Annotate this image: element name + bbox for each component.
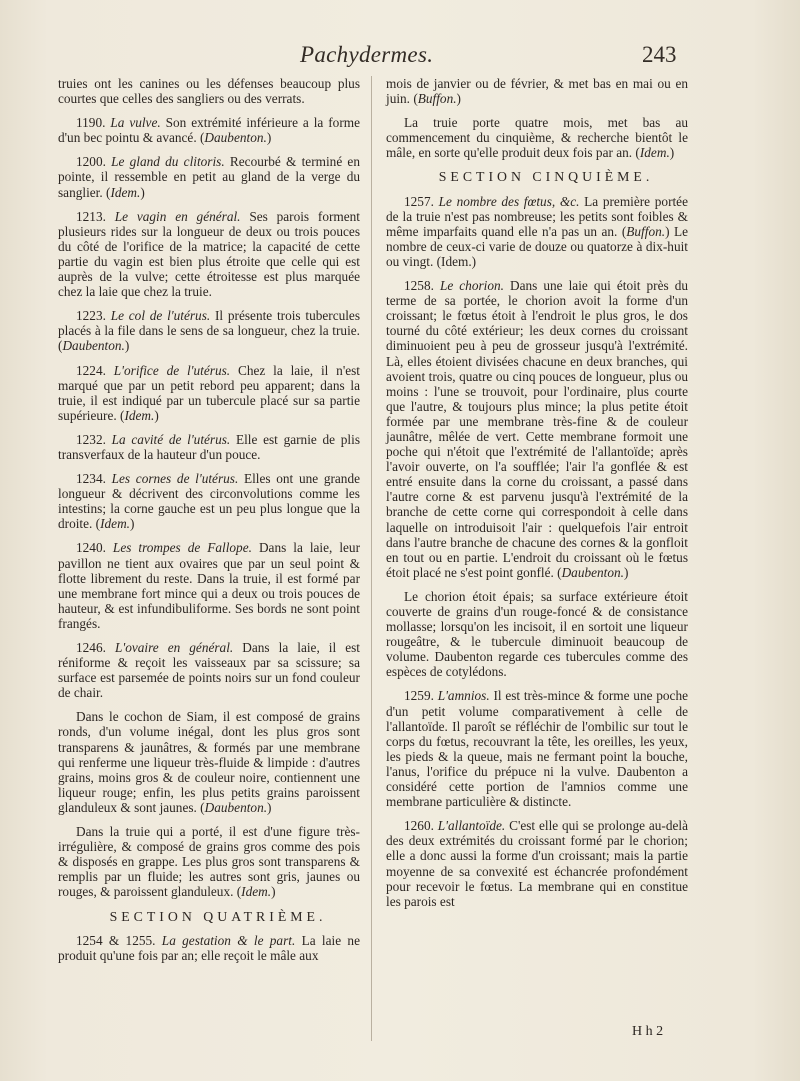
- entry-number: 1260.: [404, 818, 434, 834]
- entry-number: 1200.: [76, 154, 106, 170]
- text-paragraph: [58, 709, 360, 815]
- citation: Idem.: [241, 884, 272, 900]
- entry-paragraph: [58, 640, 360, 700]
- citation-close: ): [267, 799, 272, 815]
- entry-title: La cavité de l'utérus.: [111, 431, 231, 447]
- citation: Idem.: [124, 407, 155, 423]
- entry-text: Chez la laie, il n'est marqué que par un petit rebord peu apparent; dans la truie, il est indiqué par un tubercule placé sur sa partie supérieure. (: [58, 362, 360, 423]
- citation-close: ): [140, 184, 145, 200]
- entry-paragraph: [58, 308, 360, 353]
- entry-title: L'amnios.: [437, 688, 490, 704]
- text-paragraph: [58, 76, 360, 106]
- section-heading: SECTION CINQUIÈME.: [438, 169, 654, 185]
- citation: Daubenton.: [204, 130, 267, 146]
- citation-close: ): [124, 338, 130, 354]
- entry-text: Dans la laie, il est réniforme & reçoit les vaisseaux par sa scissure; sa surface est parsemée de points noirs sur un fond couleur de chair.: [58, 640, 360, 701]
- citation: Idem.: [100, 516, 130, 532]
- entry-text: Dans le cochon de Siam, il est composé de grains ronds, d'un volume inégal, dont les plus gros sont transparens & jaunâtres, & formés par une membrane qui renferme une liqueur très-fluide & limpide : d'autres grains, moins gros & de couleur noire, contiennent une liqueur rouge; enfin, les plus petits grains paroissent glanduleux & sont jaunes. (: [58, 709, 360, 815]
- column-divider: [371, 76, 372, 1041]
- page-number: 243: [642, 42, 677, 67]
- text-paragraph: [58, 824, 360, 899]
- entry-title: La gestation & le part.: [161, 932, 296, 948]
- entry-title: L'allantoïde.: [437, 818, 506, 834]
- left-column: [58, 76, 360, 972]
- citation-close: ): [624, 564, 629, 580]
- entry-paragraph: [386, 278, 688, 580]
- citation: Idem.: [639, 145, 670, 161]
- entry-paragraph: [386, 688, 688, 809]
- text-paragraph: [386, 115, 688, 160]
- entry-paragraph: [58, 154, 360, 199]
- entry-paragraph: [58, 115, 360, 145]
- entry-paragraph: [58, 471, 360, 531]
- entry-number: 1254 & 1255.: [76, 932, 156, 948]
- entry-number: 1190.: [76, 115, 106, 131]
- citation-close: ): [271, 884, 276, 900]
- entry-number: 1240.: [76, 540, 106, 556]
- citation-close: ): [456, 91, 461, 107]
- entry-text: Elle est garnie de plis transverfaux de la hauteur d'un pouce.: [58, 431, 360, 462]
- entry-text: Il présente trois tubercules placés à la file dans le sens de sa longueur, chez la truie. (: [58, 308, 361, 354]
- entry-title: Le vagin en général.: [114, 208, 241, 224]
- entry-paragraph: [386, 194, 688, 269]
- entry-text: La truie porte quatre mois, met bas au commencement du cinquième, & recherche bientôt le mâle, en sorte qu'elle produit deux fois par an. (: [386, 115, 688, 161]
- entry-number: 1234.: [76, 471, 106, 487]
- entry-title: La vulve.: [110, 115, 161, 131]
- entry-text: La laie ne produit qu'une fois par an; elle reçoit le mâle aux: [58, 932, 360, 963]
- entry-text: La première portée de la truie n'est pas nombreuse; les petits sont foibles & même imparfaits quand elle n'a pas un an. (: [386, 193, 688, 239]
- entry-paragraph: [58, 363, 360, 423]
- entry-paragraph: [58, 432, 360, 462]
- citation: Buffon.: [417, 91, 457, 107]
- entry-number: 1223.: [76, 308, 106, 324]
- entry-number: 1257.: [404, 193, 434, 209]
- citation-close: ): [266, 130, 272, 146]
- entry-paragraph: [386, 818, 688, 909]
- signature-mark: H h 2: [632, 1024, 664, 1039]
- entry-number: 1213.: [76, 208, 106, 224]
- page-header: [0, 40, 800, 70]
- entry-number: 1259.: [404, 688, 434, 704]
- entry-title: L'orifice de l'utérus.: [113, 362, 231, 378]
- entry-text: mois de janvier ou de février, & met bas en mai ou en juin. (: [386, 76, 688, 107]
- entry-number: 1258.: [404, 278, 434, 294]
- entry-number: 1246.: [76, 640, 106, 655]
- citation: Daubenton.: [561, 564, 624, 580]
- entry-text: C'est elle qui se prolonge au-delà des deux extrémités du croissant formé par le chorion; elle a donc aussi la forme d'un croissant; mais la partie moyenne de sa convexité est échancrée profondément pour recevoir le fœtus. La membrane qui en constitue les parois est: [386, 818, 688, 909]
- entry-text: Il est très-mince & forme une poche d'un petit volume comparativement à celle de l'allantoïde. Il paroît se réfléchir de l'ombilic sur tout le corps du fœtus, recouvrant la tête, les oreilles, les yeux, les pieds & la queue, mais ne fermant point la bouche, l'anus, l'orifice du prépuce ni la vulve. Daubenton a considéré cette portion de l'amnios comme une membrane particulière & distincte.: [386, 688, 689, 810]
- entry-title: L'ovaire en général.: [114, 640, 234, 655]
- entry-title: Le gland du clitoris.: [111, 154, 225, 170]
- section-heading: SECTION QUATRIÈME.: [109, 908, 327, 924]
- citation-close: ): [669, 145, 675, 161]
- entry-title: Le nombre des fœtus, &c.: [438, 193, 580, 209]
- citation-close: ): [130, 516, 135, 532]
- citation: Idem.: [110, 184, 141, 200]
- entry-text: Ses parois forment plusieurs rides sur la longueur de deux ou trois pouces du côté de l'orifice de la matrice; la capacité de cette partie du vagin est bien plus étroite que celle qui est auprès de la vulve; cette étroitesse est plus marquée chez la laie que chez la truie.: [58, 208, 360, 300]
- citation-close: ): [154, 407, 159, 423]
- entry-title: Le col de l'utérus.: [110, 308, 211, 324]
- citation-close: ) Le nombre de ceux-ci varie de douze ou quatorze à dix-huit ou vingt. (Idem.): [386, 223, 689, 269]
- entry-number: 1224.: [76, 362, 106, 378]
- entry-text: Son extrémité inférieure a la forme d'un bec pointu & avancé. (: [58, 115, 360, 146]
- entry-title: Les cornes de l'utérus.: [111, 471, 239, 487]
- entry-text: Elles ont une grande longueur & décrivent des circonvolutions comme les intestins; la corne gauche est un peu plus longue que la droite. (: [58, 471, 361, 532]
- entry-paragraph: [58, 933, 360, 963]
- running-title: Pachydermes.: [300, 42, 434, 67]
- entry-text: Le chorion étoit épais; sa surface extérieure étoit couverte de grains d'un rouge-foncé & de consistance mollasse; lorsqu'on les incisoit, il en sortoit une liqueur rougeâtre, & le tubercule diminuoit beaucoup de volume. Daubenton regarde ces tubercules comme des espèces de cotylédons.: [386, 588, 688, 680]
- entry-text: Recourbé & terminé en pointe, il ressemble en petit au gland de la verge du sanglier. (: [58, 154, 360, 200]
- entry-title: Le chorion.: [439, 278, 504, 294]
- text-paragraph: [386, 589, 688, 680]
- text-paragraph: [386, 76, 688, 106]
- citation: Daubenton.: [62, 338, 125, 354]
- entry-paragraph: [58, 540, 360, 631]
- citation: Daubenton.: [204, 799, 268, 815]
- entry-paragraph: [58, 209, 360, 300]
- entry-text: Dans une laie qui étoit près du terme de sa portée, le chorion avoit la forme d'un croissant; le fœtus étoit à l'endroit le plus gros, le dos tourné du côté extérieur; les deux cornes du croissant diminuoient peu à peu de grosseur jusqu'à l'extrémité. Là, elles étoient divisées chacune en deux branches, qui avoient trois, quatre ou cinq pouces de longueur, plus ou moins : l'une se trouvoit, pour l'ordinaire, plus courte que l'autre, & toujours plus mince; la plus petite étoit formée par une membrane très-fine & de couleur jaunâtre, mêlée de vert. Cette membrane formoit une poche qui n'étoit que l'extrémité de l'allantoïde; après l'avoir ouverte, on l'a soufflée; l'air l'a gonflée & est entré ensuite dans la corne du croissant, a passé dans l'autre corne & est parvenu jusqu'à l'extrémité de la branche de cette corne qui correspondoit à celle dans laquelle on introduisoit l'air : quelquefois l'air entroit dans l'autre branche de chacune des cornes & la gonfloit en tout ou en partie. L'endroit du croissant où le fœtus étoit placé ne s'est point gonflé. (: [386, 278, 688, 580]
- right-column: [386, 76, 688, 918]
- entry-text: truies ont les canines ou les défenses beaucoup plus courtes que celles des sangliers ou des verrats.: [58, 76, 360, 107]
- entry-text: Dans la truie qui a porté, il est d'une figure très-irrégulière, & composé de grains gros comme des pois & disposés en grappe. Les plus gros sont transparens & remplis par un fluide; les autres sont gris, jaunes ou rouges, & paroissent glanduleux. (: [58, 824, 360, 900]
- entry-text: Dans la laie, leur pavillon ne tient aux ovaires que par un seul point & flotte librement du reste. Dans la truie, il est formé par une membrane fort mince qui a deux ou trois pouces de hauteur, & est infundibuliforme. Ses bords ne sont point frangés.: [58, 540, 361, 631]
- entry-title: Les trompes de Fallope.: [112, 540, 252, 556]
- citation: Buffon.: [626, 223, 666, 239]
- entry-number: 1232.: [76, 431, 106, 447]
